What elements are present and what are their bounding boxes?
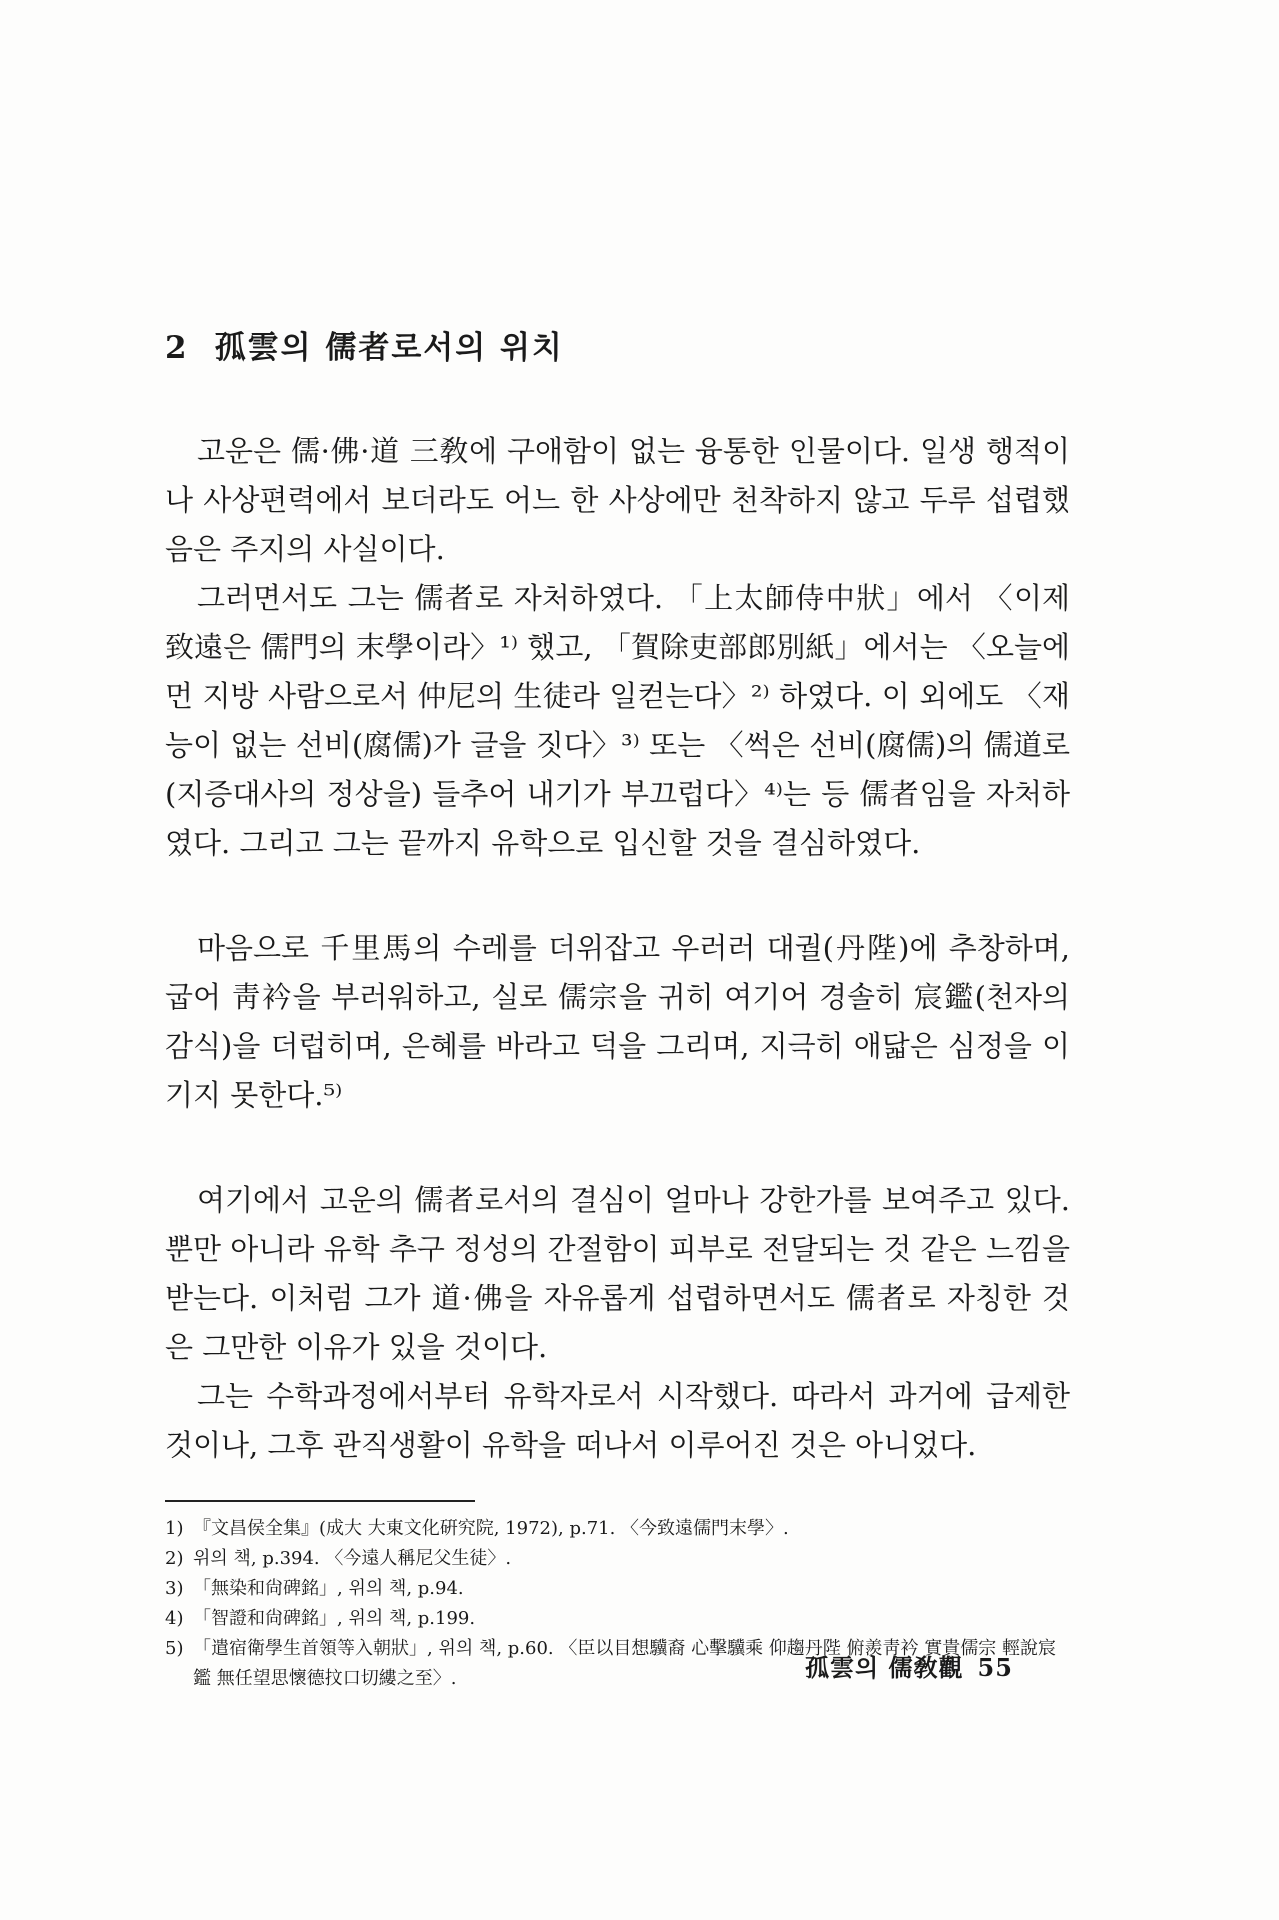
footnote-number: 5) (165, 1638, 184, 1660)
section-title: 孤雲의 儒者로서의 위치 (214, 330, 564, 366)
running-title: 孤雲의 儒敎觀 (805, 1653, 964, 1682)
footnote-number: 2) (165, 1548, 184, 1570)
page-body (165, 330, 1070, 1694)
footnote-number: 4) (165, 1608, 184, 1630)
footnote-text: 위의 책, p.394. 〈今遠人稱尼父生徒〉. (193, 1548, 512, 1570)
paragraph-2: 그러면서도 그는 儒者로 자처하였다. 「上太師侍中狀」에서 〈이제 致遠은 儒門의 末學이라〉¹⁾ 했고, 「賀除吏部郎別紙」에서는 〈오늘에 먼 지방 사람으로서 仲尼의 生徒라 일컫는다〉²⁾ 하였다. 이 외에도 〈재능이 없는 선비(腐儒)가 글을 짓다〉³⁾ 또는 〈썩은 선비(腐儒)의 儒道로(지증대사의 정상을) 들추어 내기가 부끄럽다〉⁴⁾는 등 儒者임을 자처하였다. 그리고 그는 끝까지 유학으로 입신할 것을 결심하였다. (165, 581, 1070, 861)
footnote-number: 1) (165, 1518, 184, 1540)
paragraph-3: 여기에서 고운의 儒者로서의 결심이 얼마나 강한가를 보여주고 있다. 뿐만 아니라 유학 추구 정성의 간절함이 피부로 전달되는 것 같은 느낌을 받는다. 이처럼 그가 道·佛을 자유롭게 섭렵하면서도 儒者로 자칭한 것은 그만한 이유가 있을 것이다. (165, 1183, 1070, 1365)
section-heading (165, 330, 1070, 367)
footnote-text: 「智證和尙碑銘」, 위의 책, p.199. (193, 1608, 476, 1630)
footnote (165, 1574, 1070, 1604)
page-number: 55 (977, 1653, 1013, 1682)
paragraph-4: 그는 수학과정에서부터 유학자로서 시작했다. 따라서 과거에 급제한 것이나, 그후 관직생활이 유학을 떠나서 이루어진 것은 아니었다. (165, 1379, 1070, 1463)
footnote (165, 1544, 1070, 1574)
footnote (165, 1604, 1070, 1634)
running-footer (805, 1648, 1013, 1683)
footnote-text: 「遣宿衛學生首領等入朝狀」, 위의 책, p.60. 〈臣以目想驥裔 心擊驥乘 仰趨丹陛 俯羨靑衿 實貴儒宗 輕說宸鑑 無任望思懷德抆口切縷之至〉. (193, 1638, 1056, 1690)
footnote-divider (165, 1500, 475, 1502)
section-number: 2 (165, 330, 189, 366)
paragraph-1: 고운은 儒·佛·道 三敎에 구애함이 없는 융통한 인물이다. 일생 행적이나 사상편력에서 보더라도 어느 한 사상에만 천착하지 않고 두루 섭렵했음은 주지의 사실이다. (165, 434, 1070, 567)
footnote (165, 1514, 1070, 1544)
footnote-text: 「無染和尙碑銘」, 위의 책, p.94. (193, 1578, 464, 1600)
footnote-number: 3) (165, 1578, 184, 1600)
block-quote: 마음으로 千里馬의 수레를 더위잡고 우러러 대궐(丹陛)에 추창하며, 굽어 靑衿을 부러워하고, 실로 儒宗을 귀히 여기어 경솔히 宸鑑(천자의 감식)을 더럽히며, 은혜를 바라고 덕을 그리며, 지극히 애닯은 심정을 이기지 못한다.⁵⁾ (165, 931, 1070, 1113)
footnote-text: 『文昌侯全集』(成大 大東文化硏究院, 1972), p.71. 〈今致遠儒門末學〉. (193, 1518, 789, 1540)
